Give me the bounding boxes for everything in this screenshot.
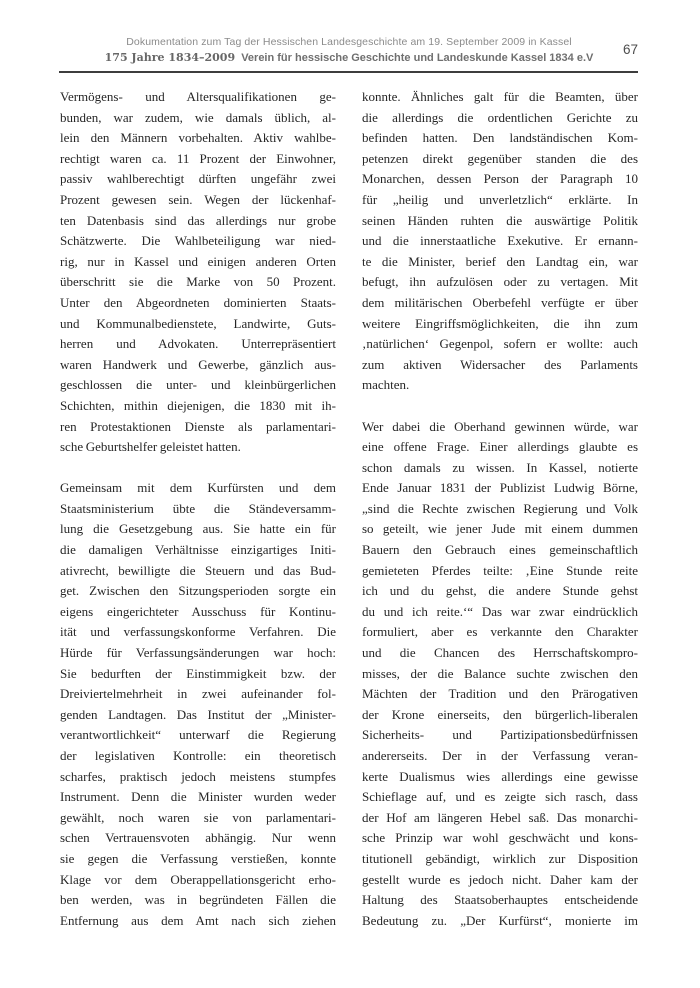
text-line: und die Chancen des Herrschaftskompro- <box>362 645 638 661</box>
text-line: Prozent gewesen sein. Wegen der lückenhaf- <box>60 191 336 207</box>
header-rule <box>59 71 638 73</box>
text-line: Vermögens- und Altersqualifikationen ge- <box>60 89 336 104</box>
text-line: andererseits. Der in der Verfassung veran- <box>362 748 638 763</box>
text-line: ativrecht, bewilligte die Steuern und das Bud- <box>60 562 336 578</box>
text-line: sche Prinzip war wohl geschwächt und kons- <box>362 830 638 846</box>
text-columns <box>60 87 638 931</box>
text-line: seinen Händen ruhten die auswärtige Politik <box>362 212 638 228</box>
text-line: rig, nur in Kassel und einigen anderen Orten <box>60 253 336 269</box>
text-line: ten Datenbasis sind das allerdings nur grobe <box>60 212 336 228</box>
text-line: titutionell gebändigt, wirklich zur Disposition <box>362 850 638 866</box>
text-line: Schätzwerte. Die Wahlbeteiligung war nied- <box>60 233 336 249</box>
text-line: kerte Dualismus wies allerdings eine gewisse <box>362 768 638 784</box>
text-line: und Kommunalbedienstete, Landwirte, Guts- <box>60 315 336 331</box>
text-line: Monarchen, dessen Person der Paragraph 10 <box>362 171 638 187</box>
text-line: lein den Männern vorbehalten. Aktiv wahlbe- <box>60 130 336 146</box>
paragraph <box>362 87 638 396</box>
text-line: Staatsministerium übte die Ständeversamm- <box>60 500 336 516</box>
text-line: Haltung des Staatsoberhauptes entscheidende <box>362 892 638 908</box>
text-line: ren Protestaktionen Dienste als parlamentari- <box>60 418 336 434</box>
text-line: formuliert, aber es verkannte den Charakter <box>362 624 638 640</box>
text-line: die allerdings die ordentlichen Gerichte zu <box>362 109 638 125</box>
text-line: ‚natürlichen‘ Gegenpol, sofern er wollte: auch <box>362 336 638 352</box>
text-line: ich und du gehst, die andere Stunde gehst <box>362 583 638 599</box>
paragraph <box>60 478 336 931</box>
paragraph <box>362 417 638 932</box>
text-line: der legislativen Kontrolle: ein theoretisch <box>60 748 336 763</box>
text-line: du und ich reite.‘“ Das war zwar eindrücklich <box>362 603 638 619</box>
text-line: für „heilig und unverletzlich“ erklärte. In <box>362 191 638 207</box>
text-line: Ende Januar 1831 der Publizist Ludwig Börne, <box>362 480 638 496</box>
text-line: lung die Gesetzgebung aus. Sie hatte ein für <box>60 521 336 537</box>
text-line: Gemeinsam mit dem Kurfürsten und dem <box>60 480 336 496</box>
text-line: Sie bedurften der Einstimmigkeit bzw. der <box>60 665 336 681</box>
text-line: und die innerstaatliche Exekutive. Er ernann- <box>362 233 638 249</box>
text-line: Schichten, mithin diejenigen, die 1830 mit ih- <box>60 397 336 413</box>
text-line: Instrument. Denn die Minister wurden weder <box>60 789 336 805</box>
text-line: petenzen direkt gegenüber standen die des <box>362 150 638 166</box>
text-line: scharfes, praktisch jedoch meistens stumpfes <box>60 768 336 784</box>
text-line: te die Minister, berief den Landtag ein, war <box>362 253 638 269</box>
text-line: eine offene Frage. Einer allerdings glaubte es <box>362 439 638 455</box>
text-line: Unter den Abgeordneten dominierten Staats- <box>60 294 336 310</box>
text-line: herren und Advokaten. Unterrepräsentiert <box>60 336 336 352</box>
text-line: der Krone einerseits, den bürgerlich-liberalen <box>362 706 638 722</box>
text-line: Schieflage auf, und es zeigte sich rasch, dass <box>362 789 638 805</box>
text-line: gewählt, noch waren sie von parlamentari- <box>60 809 336 825</box>
text-line: waren Handwerk und Gewerbe, gänzlich aus- <box>60 356 336 372</box>
text-line: Klage vor dem Oberappellationsgericht erho- <box>60 871 336 887</box>
text-line: dem militärischen Oberbefehl verfügte er über <box>362 294 638 310</box>
text-line: überschritt sie die Marke von 50 Prozent. <box>60 274 336 290</box>
text-line: befugt, ihn aufzulösen oder zu vertagen. Mit <box>362 274 638 290</box>
text-line: get. Zwischen den Sitzungsperioden sorgte ein <box>60 583 336 599</box>
text-line: passiv wahlberechtigt dürften ungefähr zwei <box>60 171 336 187</box>
text-line: Bauern den Gebrauch eines gemeinschaftlich <box>362 542 638 558</box>
paragraph <box>60 87 336 458</box>
text-line: bunden, war zudem, wie damals üblich, al- <box>60 109 336 125</box>
text-line: Wer dabei die Oberhand gewinnen würde, war <box>362 418 638 434</box>
text-line: misses, der die Balance suchte zwischen den <box>362 665 638 681</box>
running-head <box>60 36 638 65</box>
text-line: konnte. Ähnliches galt für die Beamten, über <box>362 89 638 104</box>
text-line: schen Vertrauensvoten abhängig. Nur wenn <box>60 830 336 846</box>
text-line: schon damals zu wissen. In Kassel, notierte <box>362 459 638 475</box>
header-society-name: Verein für hessische Geschichte und Landeskunde Kassel 1834 e.V <box>241 52 594 64</box>
text-line: geschlossen die unter- und kleinbürgerlichen <box>60 377 336 393</box>
text-line: die damaligen Verhältnisse einzigartiges Initi- <box>60 542 336 558</box>
text-line: sche Geburtshelfer geleistet hatten. <box>60 439 241 455</box>
text-line: zum aktiven Widersacher des Parlaments <box>362 356 638 372</box>
text-line: Dreiviertelmehrheit in zwei aufeinander fol- <box>60 686 336 702</box>
text-line: Sicherheits- und Partizipationsbedürfnissen <box>362 727 638 743</box>
text-line: Mächten der Tradition und den Prärogativen <box>362 686 638 702</box>
text-line: befinden hatten. Den landständischen Kom- <box>362 130 638 146</box>
header-line1: Dokumentation zum Tag der Hessischen Landesgeschichte am 19. September 2009 in Kassel <box>126 36 572 48</box>
text-line: Bedeutung zu. „Der Kurfürst“, monierte im <box>362 912 638 928</box>
text-line: Hürde für Verfassungsänderungen war hoch: <box>60 645 336 661</box>
text-line: verantwortlichkeit“ unterwarf die Regierung <box>60 727 336 743</box>
text-line: weitere Eingriffsmöglichkeiten, die ihn zum <box>362 315 638 331</box>
text-line: „sind die Rechte zwischen Regierung und Volk <box>362 500 638 516</box>
text-line: eigens eingerichteter Ausschuss für Kontinu- <box>60 603 336 619</box>
text-line: Entfernung aus dem Amt nach sich ziehen <box>60 912 336 928</box>
text-line: der Hof am längeren Hebel saß. Das monarchi- <box>362 809 638 825</box>
text-line: rechtigt waren ca. 11 Prozent der Einwohner, <box>60 150 336 166</box>
text-line: genden Landtagen. Das Institut der „Minister- <box>60 706 336 722</box>
text-line: machten. <box>362 377 410 393</box>
text-line: gemieteten Pferdes teilte: ‚Eine Stunde reite <box>362 562 638 578</box>
header-anniversary-fraktur: 175 Jahre 1834–2009 <box>104 51 236 64</box>
page-number: 67 <box>622 42 638 57</box>
left-column <box>60 87 336 931</box>
text-line: gestellt wurde es jedoch nicht. Daher kam der <box>362 871 638 887</box>
text-line: ben werden, was in begründeten Fällen die <box>60 892 336 908</box>
right-column <box>362 87 638 931</box>
text-line: sie gegen die Verfassung verstießen, konnte <box>60 850 336 866</box>
text-line: ität und verfassungskonforme Verfahren. Die <box>60 624 336 640</box>
text-line: so geteilt, wie jener Jude mit einem dummen <box>362 521 638 537</box>
header-line2 <box>60 51 638 65</box>
